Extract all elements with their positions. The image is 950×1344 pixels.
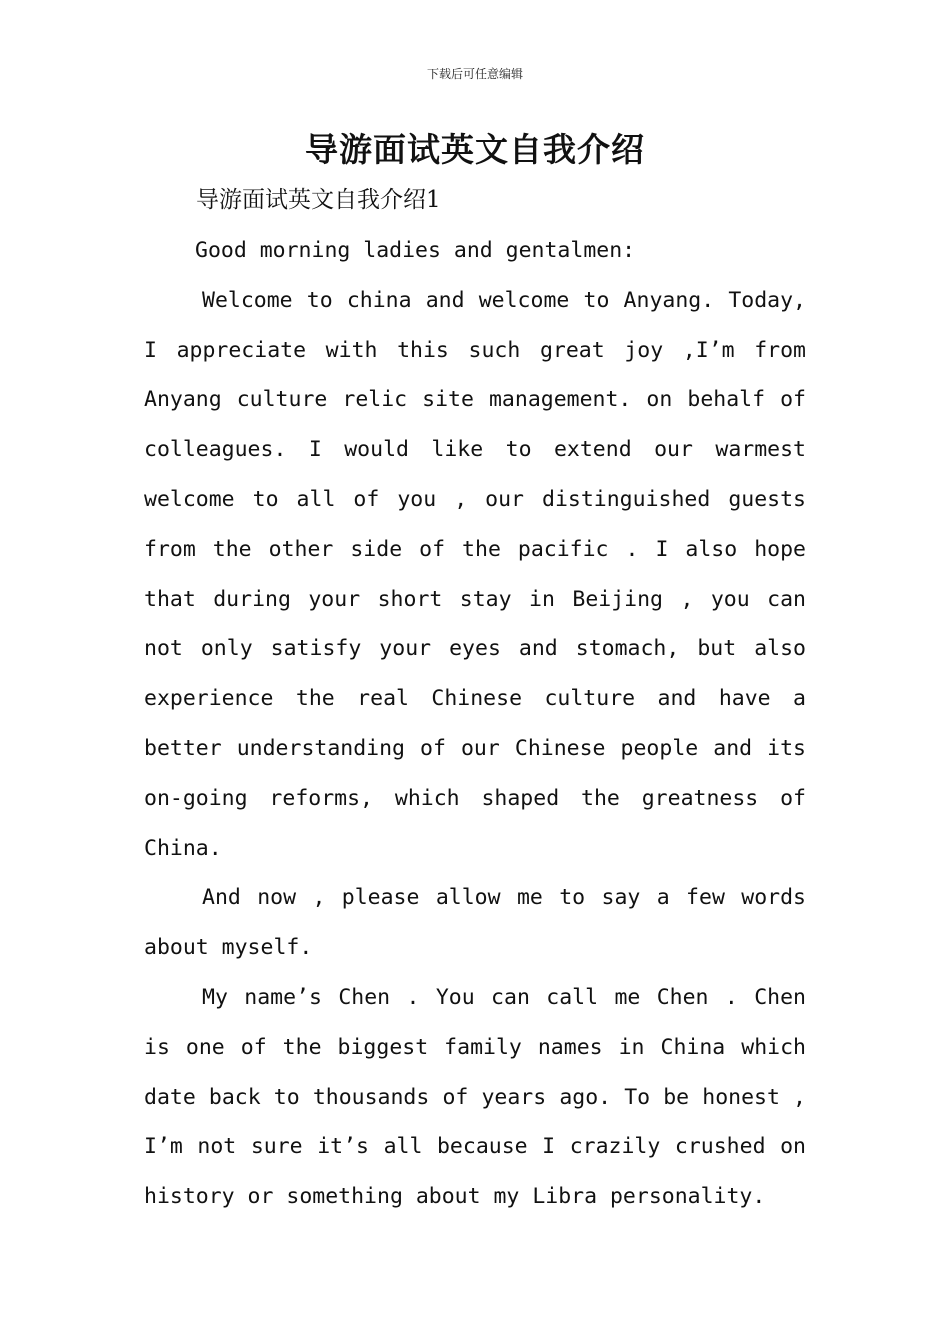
- introduction-paragraph: My name’s Chen . You can call me Chen . Chen is one of the biggest family names in China which date back to thousands of years ago. To be honest , I’m not sure it’s all because I crazily crushed on history or something about my Libra personality.: [144, 984, 806, 1210]
- section-heading: 导游面试英文自我介绍1: [196, 187, 441, 213]
- document-body: [144, 226, 806, 1222]
- transition-paragraph: And now , please allow me to say a few words about myself.: [144, 885, 806, 961]
- welcome-paragraph: Welcome to china and welcome to Anyang. Today, I appreciate with this such great joy ,I’m from Anyang culture relic site management. on behalf of colleagues. I would like to extend our warmest welcome to all of you , our distinguished guests from the other side of the pacific . I also hope that during your short stay in Beijing , you can not only satisfy your eyes and stomach, but also experience the real Chinese culture and have a better understanding of our Chinese people and its on-going reforms, which shaped the greatness of China.: [144, 287, 806, 861]
- document-title: 导游面试英文自我介绍: [305, 130, 645, 169]
- greeting-paragraph: Good morning ladies and gentalmen:: [195, 238, 636, 263]
- page-header-note: 下载后可任意编辑: [426, 67, 523, 81]
